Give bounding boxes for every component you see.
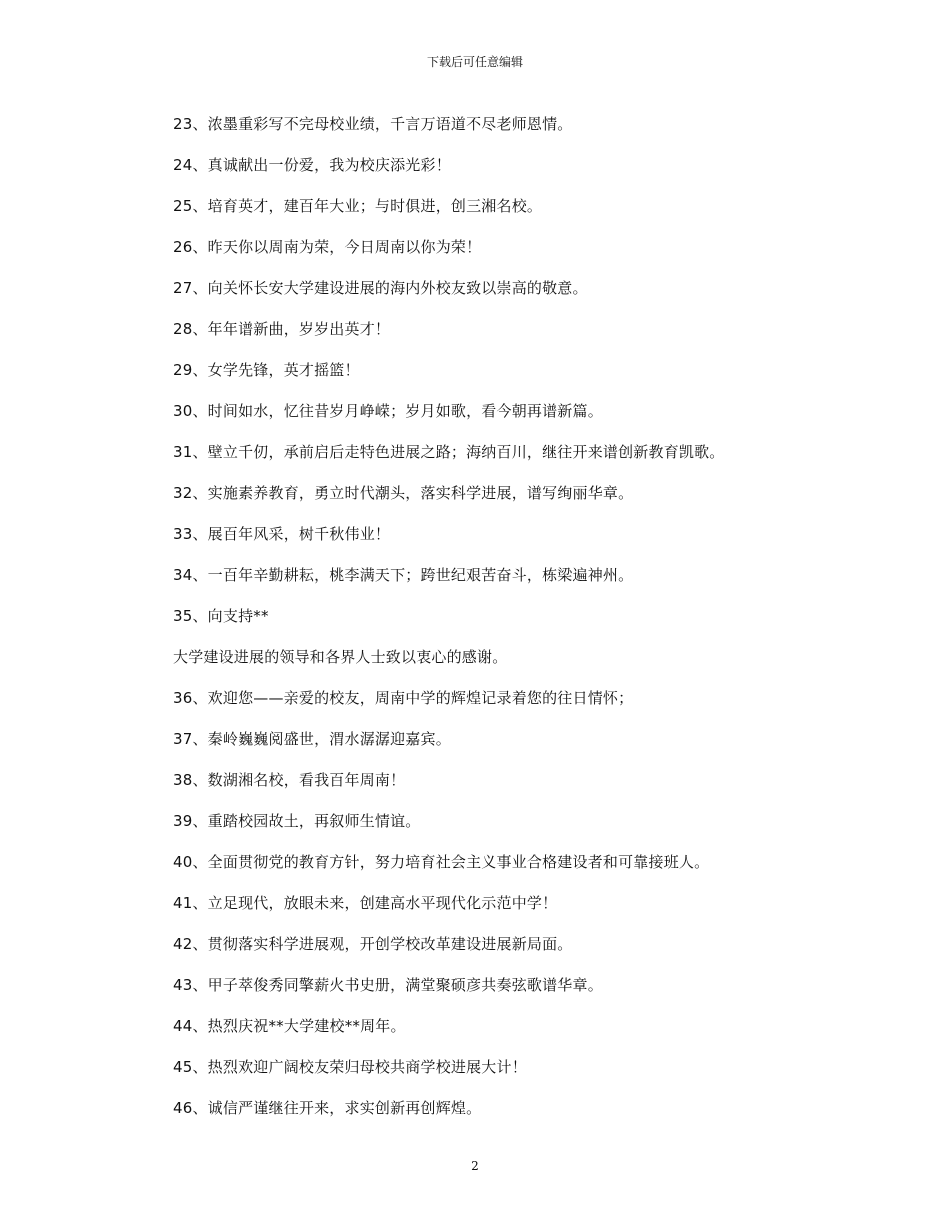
slogan-line: 37、秦岭巍巍阅盛世，渭水潺潺迎嘉宾。 [173, 730, 451, 748]
slogan-line: 35、向支持** [173, 607, 269, 625]
slogan-line: 25、培育英才，建百年大业；与时俱进，创三湘名校。 [173, 197, 543, 215]
slogan-line: 43、甲子萃俊秀同擎薪火书史册，满堂聚硕彦共奏弦歌谱华章。 [173, 976, 603, 994]
slogan-line: 42、贯彻落实科学进展观，开创学校改革建设进展新局面。 [173, 935, 573, 953]
slogan-line: 27、向关怀长安大学建设进展的海内外校友致以崇高的敬意。 [173, 279, 588, 297]
slogan-line: 26、昨天你以周南为荣，今日周南以你为荣！ [173, 238, 482, 256]
slogan-line: 23、浓墨重彩写不完母校业绩，千言万语道不尽老师恩情。 [173, 115, 573, 133]
slogan-line: 41、立足现代，放眼未来，创建高水平现代化示范中学！ [173, 894, 558, 912]
slogan-line: 32、实施素养教育，勇立时代潮头，落实科学进展，谱写绚丽华章。 [173, 484, 634, 502]
slogan-line: 39、重踏校园故土，再叙师生情谊。 [173, 812, 421, 830]
slogan-line-continuation: 大学建设进展的领导和各界人士致以衷心的感谢。 [173, 648, 508, 666]
slogan-line: 44、热烈庆祝**大学建校**周年。 [173, 1017, 406, 1035]
slogan-line: 31、壁立千仞，承前启后走特色进展之路；海纳百川，继往开来谱创新教育凯歌。 [173, 443, 725, 461]
slogan-line: 40、全面贯彻党的教育方针，努力培育社会主义事业合格建设者和可靠接班人。 [173, 853, 710, 871]
document-body [173, 112, 793, 1137]
page-header: 下载后可任意编辑 [426, 55, 523, 69]
slogan-line: 36、欢迎您——亲爱的校友，周南中学的辉煌记录着您的往日情怀； [173, 689, 634, 707]
slogan-line: 28、年年谱新曲，岁岁出英才！ [173, 320, 391, 338]
slogan-line: 33、展百年风采，树千秋伟业！ [173, 525, 391, 543]
slogan-line: 38、数湖湘名校，看我百年周南！ [173, 771, 406, 789]
slogan-line: 45、热烈欢迎广阔校友荣归母校共商学校进展大计！ [173, 1058, 527, 1076]
page-number: 2 [471, 1159, 479, 1173]
slogan-line: 34、一百年辛勤耕耘，桃李满天下；跨世纪艰苦奋斗，栋梁遍神州。 [173, 566, 634, 584]
slogan-line: 30、时间如水，忆往昔岁月峥嵘；岁月如歌，看今朝再谱新篇。 [173, 402, 603, 420]
slogan-line: 24、真诚献出一份爱，我为校庆添光彩！ [173, 156, 451, 174]
slogan-line: 46、诚信严谨继往开来，求实创新再创辉煌。 [173, 1099, 482, 1117]
slogan-line: 29、女学先锋，英才摇篮！ [173, 361, 360, 379]
